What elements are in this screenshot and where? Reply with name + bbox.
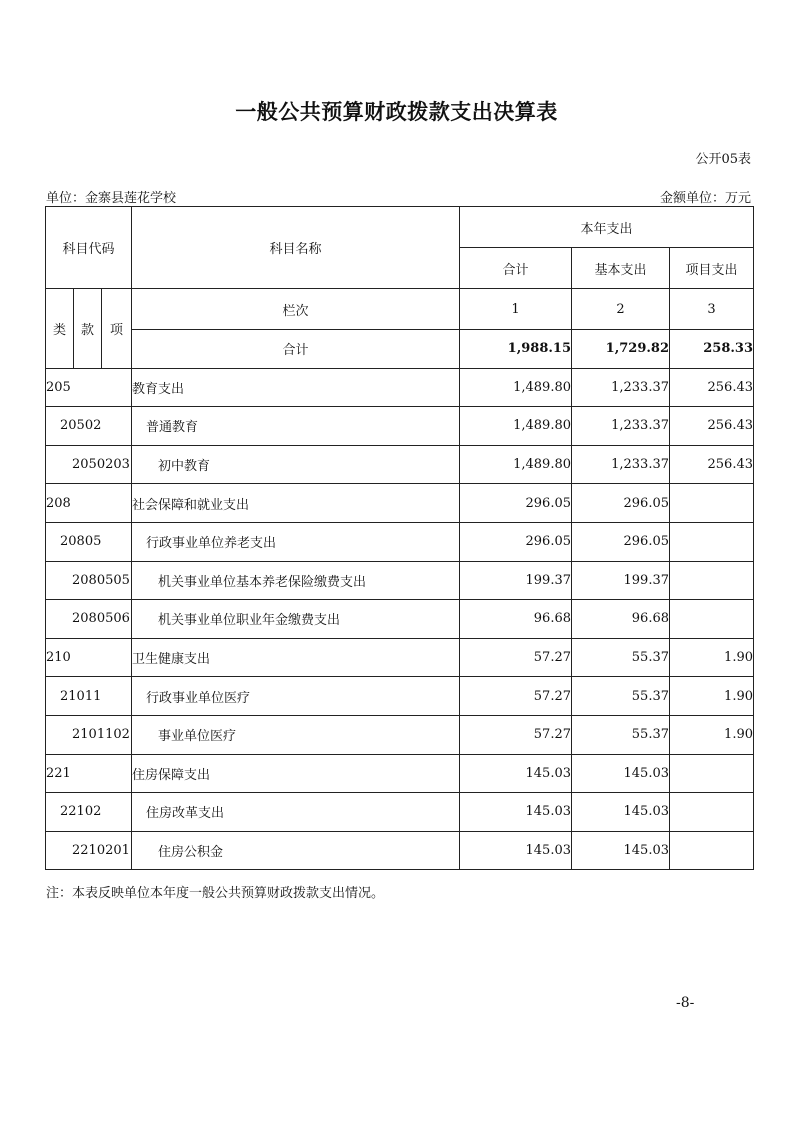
header-code: 科目代码 <box>46 207 132 289</box>
table-row <box>46 522 754 561</box>
table-row <box>46 715 754 754</box>
amount-unit-label: 金额单位：万元 <box>659 191 751 206</box>
total-row-label: 合计 <box>132 330 460 369</box>
row-name: 教育支出 <box>132 368 460 407</box>
form-number: 公开05表 <box>695 152 751 167</box>
row-name: 住房公积金 <box>132 831 460 870</box>
row-code: 2050203 <box>46 445 132 484</box>
table-row <box>46 831 754 870</box>
row-basic: 1,233.37 <box>572 407 670 446</box>
expenditure-table <box>45 206 754 870</box>
row-basic: 55.37 <box>572 715 670 754</box>
row-code: 210 <box>46 638 132 677</box>
row-total: 96.68 <box>460 600 572 639</box>
header-col2: 2 <box>572 289 670 330</box>
row-code: 208 <box>46 484 132 523</box>
row-total: 199.37 <box>460 561 572 600</box>
header-col1: 1 <box>460 289 572 330</box>
row-project <box>670 561 754 600</box>
row-project <box>670 831 754 870</box>
row-code: 221 <box>46 754 132 793</box>
total-row <box>46 330 754 369</box>
row-total: 57.27 <box>460 638 572 677</box>
table-row <box>46 407 754 446</box>
unit-label: 单位：金寨县莲花学校 <box>46 191 177 206</box>
header-col3: 3 <box>670 289 754 330</box>
row-name: 卫生健康支出 <box>132 638 460 677</box>
table-row <box>46 638 754 677</box>
row-total: 1,489.80 <box>460 407 572 446</box>
row-basic: 55.37 <box>572 677 670 716</box>
row-name: 住房改革支出 <box>132 793 460 832</box>
header-total: 合计 <box>460 248 572 289</box>
row-code: 22102 <box>46 793 132 832</box>
row-code: 20502 <box>46 407 132 446</box>
row-project: 256.43 <box>670 368 754 407</box>
header-kuan: 款 <box>74 289 102 369</box>
row-code: 2080505 <box>46 561 132 600</box>
table-row <box>46 793 754 832</box>
table-row <box>46 677 754 716</box>
row-name: 行政事业单位养老支出 <box>132 522 460 561</box>
row-name: 普通教育 <box>132 407 460 446</box>
row-name: 住房保障支出 <box>132 754 460 793</box>
row-project <box>670 484 754 523</box>
table-row <box>46 754 754 793</box>
row-project <box>670 754 754 793</box>
row-name: 机关事业单位基本养老保险缴费支出 <box>132 561 460 600</box>
row-code: 205 <box>46 368 132 407</box>
table-row <box>46 445 754 484</box>
row-name: 初中教育 <box>132 445 460 484</box>
table-row <box>46 600 754 639</box>
header-name: 科目名称 <box>132 207 460 289</box>
table-row <box>46 484 754 523</box>
row-name: 社会保障和就业支出 <box>132 484 460 523</box>
row-basic: 96.68 <box>572 600 670 639</box>
footnote: 注：本表反映单位本年度一般公共预算财政拨款支出情况。 <box>46 886 385 901</box>
header-row-3 <box>46 289 754 330</box>
row-code: 2080506 <box>46 600 132 639</box>
row-project: 1.90 <box>670 677 754 716</box>
row-basic: 296.05 <box>572 522 670 561</box>
row-project: 256.43 <box>670 445 754 484</box>
row-code: 20805 <box>46 522 132 561</box>
header-row-1 <box>46 207 754 248</box>
row-total: 145.03 <box>460 831 572 870</box>
row-total: 57.27 <box>460 715 572 754</box>
table-row <box>46 368 754 407</box>
row-total: 296.05 <box>460 484 572 523</box>
row-project: 256.43 <box>670 407 754 446</box>
row-total: 296.05 <box>460 522 572 561</box>
row-total: 1,489.80 <box>460 445 572 484</box>
row-project <box>670 522 754 561</box>
row-total: 145.03 <box>460 793 572 832</box>
row-code: 2210201 <box>46 831 132 870</box>
row-name: 机关事业单位职业年金缴费支出 <box>132 600 460 639</box>
header-xiang: 项 <box>102 289 132 369</box>
table-row <box>46 561 754 600</box>
row-basic: 1,233.37 <box>572 445 670 484</box>
row-project: 1.90 <box>670 715 754 754</box>
row-basic: 199.37 <box>572 561 670 600</box>
row-name: 行政事业单位医疗 <box>132 677 460 716</box>
row-total: 145.03 <box>460 754 572 793</box>
row-basic: 145.03 <box>572 793 670 832</box>
row-code: 2101102 <box>46 715 132 754</box>
row-basic: 55.37 <box>572 638 670 677</box>
row-project <box>670 600 754 639</box>
header-lei: 类 <box>46 289 74 369</box>
document-title: 一般公共预算财政拨款支出决算表 <box>235 99 558 124</box>
header-project: 项目支出 <box>670 248 754 289</box>
row-total: 57.27 <box>460 677 572 716</box>
total-row-basic: 1,729.82 <box>572 330 670 369</box>
row-basic: 145.03 <box>572 831 670 870</box>
row-project: 1.90 <box>670 638 754 677</box>
row-project <box>670 793 754 832</box>
row-name: 事业单位医疗 <box>132 715 460 754</box>
row-total: 1,489.80 <box>460 368 572 407</box>
row-basic: 296.05 <box>572 484 670 523</box>
row-basic: 1,233.37 <box>572 368 670 407</box>
header-basic: 基本支出 <box>572 248 670 289</box>
row-code: 21011 <box>46 677 132 716</box>
row-basic: 145.03 <box>572 754 670 793</box>
header-lanci: 栏次 <box>132 289 460 330</box>
header-current-year: 本年支出 <box>460 207 754 248</box>
total-row-total: 1,988.15 <box>460 330 572 369</box>
total-row-project: 258.33 <box>670 330 754 369</box>
page-number: -8- <box>676 995 695 1011</box>
